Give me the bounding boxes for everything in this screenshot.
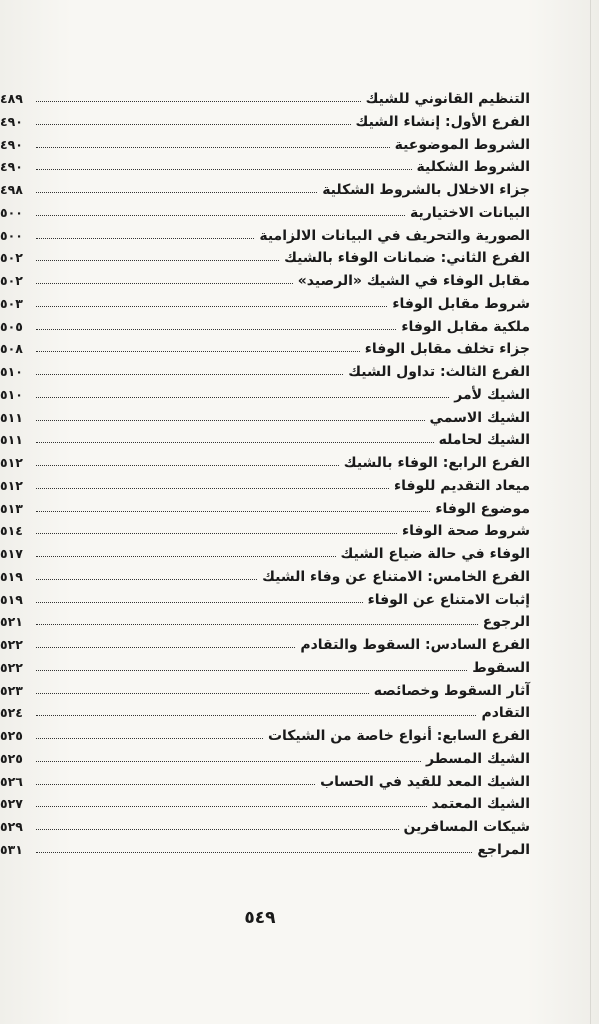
toc-entry-page: ٥١٩	[0, 568, 23, 584]
toc-entry-page: ٥٢٢	[0, 659, 23, 675]
toc-entry	[0, 89, 540, 112]
toc-entry-page: ٥٢٢	[0, 637, 23, 652]
toc-entry-title: مقابل الوفاء في الشيك «الرصيد»	[295, 271, 530, 291]
toc-entry	[0, 203, 540, 226]
toc-entry	[0, 590, 540, 613]
page-number: ٥٤٩	[244, 908, 276, 928]
toc-entry-title: الرجوع	[480, 612, 530, 632]
dot-leader	[36, 238, 254, 239]
toc-entry-title: الوفاء في حالة ضياع الشيك	[338, 544, 530, 564]
dot-leader	[36, 420, 425, 421]
toc-entry-title: ميعاد التقديم للوفاء	[391, 476, 530, 496]
toc-entry	[0, 135, 540, 158]
toc-entry-title: إثبات الامتناع عن الوفاء	[365, 590, 530, 610]
toc-entry-page: ٤٩٠	[0, 136, 23, 152]
toc-entry-page: ٥٠٣	[0, 295, 23, 311]
toc-entry-page: ٥٣١	[0, 841, 23, 857]
toc-entry-page: ٥٠٥	[0, 318, 23, 334]
toc-entry	[0, 749, 540, 772]
toc-entry-title: الفرع السادس: السقوط والتقادم	[297, 635, 530, 655]
toc-entry-title: جزاء تخلف مقابل الوفاء	[362, 339, 530, 359]
toc-entry-page: ٤٩٠	[0, 113, 23, 129]
toc-entry	[0, 794, 540, 817]
toc-entry-title: الشيك الاسمي	[427, 408, 530, 428]
dot-leader	[36, 260, 279, 261]
toc-entry	[0, 453, 540, 476]
toc-entry	[0, 362, 540, 385]
toc-entry-title: المراجع	[474, 840, 530, 860]
toc-entry	[0, 180, 540, 203]
dot-leader	[36, 647, 295, 648]
dot-leader	[36, 329, 396, 330]
toc-entry	[0, 772, 540, 795]
toc-entry	[0, 544, 540, 567]
toc-entry	[0, 476, 540, 499]
toc-entry-title: الصورية والتحريف في البيانات الالزامية	[256, 226, 530, 246]
toc-entry-page: ٥٢١	[0, 614, 23, 630]
toc-entry-title: ملكية مقابل الوفاء	[398, 317, 530, 337]
toc-entry-title: الفرع الثاني: ضمانات الوفاء بالشيك	[281, 248, 530, 268]
toc-entry-title: الفرع الخامس: الامتناع عن وفاء الشيك	[259, 567, 530, 587]
toc-entry-page: ٥١٠	[0, 364, 23, 379]
toc-entry	[0, 840, 540, 863]
toc-entry	[0, 703, 540, 726]
dot-leader	[36, 374, 343, 375]
toc-entry-page: ٤٩٨	[0, 182, 23, 197]
toc-entry	[0, 112, 540, 135]
toc-entry-page: ٥٠٢	[0, 250, 23, 266]
dot-leader	[36, 169, 412, 170]
toc-entry-title: السقوط	[469, 658, 530, 678]
dot-leader	[36, 101, 361, 102]
toc-entry-page: ٥٢٣	[0, 682, 23, 698]
toc-entry-page: ٥٠٠	[0, 204, 23, 220]
toc-entry	[0, 521, 540, 544]
toc-entry-title: شيكات المسافرين	[401, 817, 531, 837]
toc-entry	[0, 658, 540, 681]
dot-leader	[36, 852, 472, 853]
toc-entry-page: ٥٠٢	[0, 273, 23, 288]
dot-leader	[36, 511, 430, 512]
toc-entry-page: ٥١٣	[0, 500, 23, 516]
dot-leader	[36, 670, 467, 671]
toc-entry-title: البيانات الاختيارية	[407, 203, 530, 223]
dot-leader	[36, 215, 405, 216]
toc-entry-title: الفرع الرابع: الوفاء بالشيك	[341, 453, 530, 473]
toc-entry	[0, 271, 540, 294]
toc-entry-page: ٥١١	[0, 409, 23, 425]
dot-leader	[36, 806, 427, 807]
toc-entry-title: جزاء الاخلال بالشروط الشكلية	[319, 180, 530, 200]
dot-leader	[36, 533, 397, 534]
dot-leader	[36, 602, 363, 603]
dot-leader	[36, 579, 257, 580]
toc-entry	[0, 612, 540, 635]
toc-entry-title: التقادم	[478, 703, 530, 723]
toc-entry-page: ٥٢٩	[0, 819, 23, 834]
toc-entry-page: ٤٨٩	[0, 91, 23, 106]
toc-entry	[0, 726, 540, 749]
toc-entry-title: شروط صحة الوفاء	[399, 521, 530, 541]
dot-leader	[36, 715, 476, 716]
toc-entry	[0, 248, 540, 271]
toc-entry	[0, 817, 540, 840]
toc-entry-title: الشروط الموضوعية	[392, 135, 530, 155]
toc-entry-page: ٥٢٤	[0, 705, 23, 721]
toc-entry-title: الشيك لحامله	[436, 430, 530, 450]
dot-leader	[36, 488, 389, 489]
toc-entry-page: ٥٢٥	[0, 728, 23, 743]
dot-leader	[36, 784, 315, 785]
dot-leader	[36, 192, 317, 193]
toc-entry-title: التنظيم القانوني للشيك	[363, 89, 530, 109]
page-edge	[590, 0, 591, 1024]
toc-entry-page: ٥١٩	[0, 591, 23, 607]
toc-entry-page: ٤٩٠	[0, 159, 23, 175]
toc-entry-title: الشيك لأمر	[451, 385, 530, 405]
toc-entry-page: ٥٢٥	[0, 750, 23, 766]
dot-leader	[36, 351, 360, 352]
toc-entry	[0, 635, 540, 658]
toc-entry-title: الشيك المعد للقيد في الحساب	[317, 772, 530, 792]
toc-entry-title: الشيك المسطر	[423, 749, 530, 769]
toc-entry-title: موضوع الوفاء	[432, 499, 530, 519]
toc-entry	[0, 385, 540, 408]
table-of-contents	[0, 89, 540, 863]
dot-leader	[36, 829, 399, 830]
toc-entry	[0, 294, 540, 317]
toc-entry	[0, 681, 540, 704]
dot-leader	[36, 761, 421, 762]
dot-leader	[36, 465, 339, 466]
toc-entry-page: ٥٠٨	[0, 341, 23, 357]
toc-entry	[0, 499, 540, 522]
toc-entry-title: شروط مقابل الوفاء	[389, 294, 530, 314]
dot-leader	[36, 283, 293, 284]
toc-entry-page: ٥٠٠	[0, 227, 23, 243]
dot-leader	[36, 124, 351, 125]
toc-entry-page: ٥١٤	[0, 523, 23, 539]
dot-leader	[36, 147, 390, 148]
toc-entry-title: الشيك المعتمد	[429, 794, 530, 814]
toc-entry	[0, 339, 540, 362]
toc-entry-title: الفرع السابع: أنواع خاصة من الشيكات	[265, 726, 530, 746]
toc-entry-title: الفرع الأول: إنشاء الشيك	[353, 112, 530, 132]
toc-entry-title: الشروط الشكلية	[414, 157, 531, 177]
dot-leader	[36, 624, 478, 625]
toc-entry	[0, 567, 540, 590]
toc-entry	[0, 226, 540, 249]
toc-entry	[0, 430, 540, 453]
toc-entry-title: الفرع الثالث: تداول الشيك	[345, 362, 530, 382]
toc-entry-page: ٥١٢	[0, 477, 23, 493]
toc-entry	[0, 157, 540, 180]
toc-entry-page: ٥١٧	[0, 546, 23, 561]
toc-entry-page: ٥١١	[0, 432, 23, 448]
toc-entry-page: ٥١٢	[0, 455, 23, 470]
dot-leader	[36, 442, 434, 443]
dot-leader	[36, 306, 387, 307]
dot-leader	[36, 397, 449, 398]
dot-leader	[36, 556, 336, 557]
toc-entry	[0, 408, 540, 431]
toc-entry-page: ٥١٠	[0, 386, 23, 402]
dot-leader	[36, 693, 369, 694]
toc-entry-page: ٥٢٧	[0, 796, 23, 812]
toc-entry	[0, 317, 540, 340]
toc-entry-page: ٥٢٦	[0, 773, 23, 789]
dot-leader	[36, 738, 263, 739]
toc-entry-title: آثار السقوط وخصائصه	[371, 681, 530, 701]
